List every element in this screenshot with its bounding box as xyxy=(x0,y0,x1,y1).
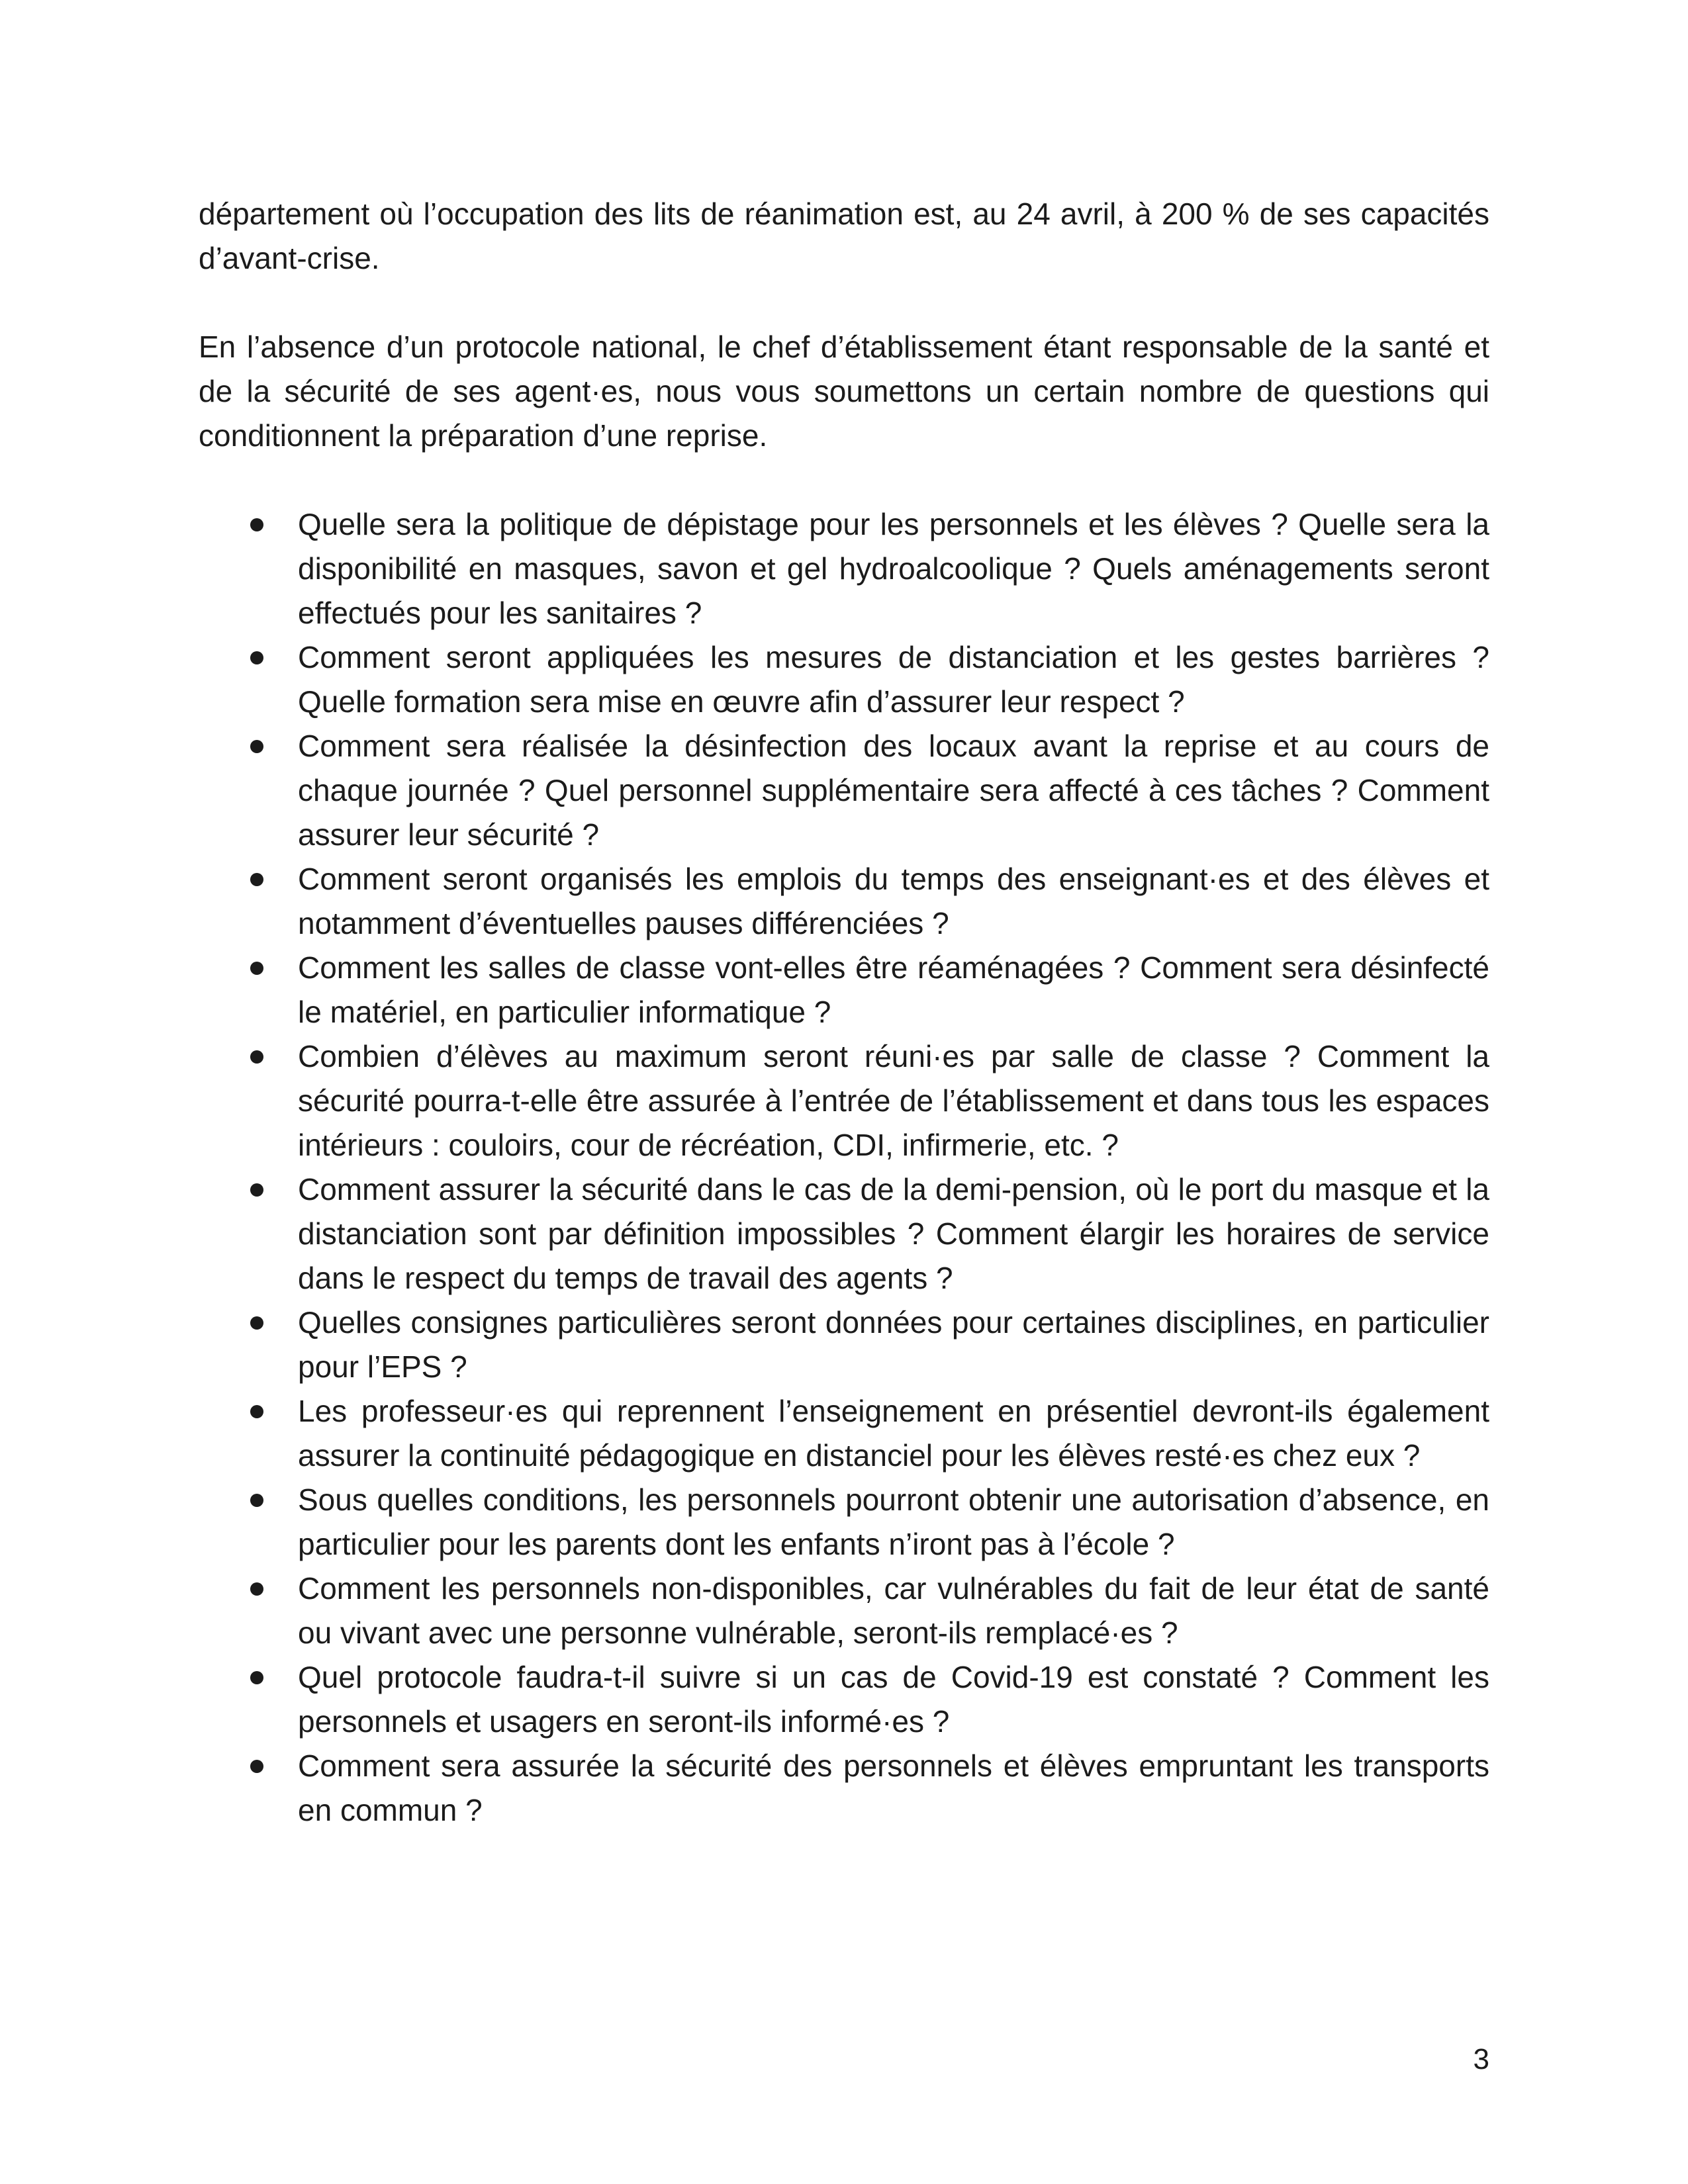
question-text: Sous quelles conditions, les personnels pourront obtenir une autorisation d’absence, en particulier pour les parents dont les enfants n’iront pas à l’école ? xyxy=(298,1482,1489,1561)
list-item xyxy=(199,1744,1489,1833)
list-item xyxy=(199,1655,1489,1744)
bullet-icon xyxy=(250,1671,263,1684)
list-item xyxy=(199,1300,1489,1389)
list-item xyxy=(199,1567,1489,1655)
question-text: Comment seront organisés les emplois du temps des enseignant·es et des élèves et notamment d’éventuelles pauses différenciées ? xyxy=(298,862,1489,940)
bullet-icon xyxy=(250,962,263,975)
list-item xyxy=(199,1167,1489,1300)
paragraph-continuation: département où l’occupation des lits de réanimation est, au 24 avril, à 200 % de ses capacités d’avant-crise. xyxy=(199,197,1489,275)
bullet-icon xyxy=(250,740,263,753)
question-text: Comment les salles de classe vont-elles être réaménagées ? Comment sera désinfecté le matériel, en particulier informatique ? xyxy=(298,950,1489,1029)
list-item xyxy=(199,857,1489,946)
question-text: Comment sera assurée la sécurité des personnels et élèves empruntant les transports en commun ? xyxy=(298,1749,1489,1827)
list-item xyxy=(199,724,1489,857)
bullet-icon xyxy=(250,873,263,886)
page-content xyxy=(199,192,1489,1833)
bullet-icon xyxy=(250,1316,263,1330)
page-number: 3 xyxy=(1473,2043,1489,2075)
bullet-icon xyxy=(250,1050,263,1064)
list-item xyxy=(199,635,1489,724)
paragraph-intro-questions: En l’absence d’un protocole national, le chef d’établissement étant responsable de la santé et de la sécurité de ses agent·es, nous vous soumettons un certain nombre de questions qui conditionnent la préparation d’une reprise. xyxy=(199,330,1489,453)
bullet-icon xyxy=(250,1582,263,1596)
question-text: Quelles consignes particulières seront données pour certaines disciplines, en particulier pour l’EPS ? xyxy=(298,1305,1489,1384)
question-text: Comment les personnels non-disponibles, car vulnérables du fait de leur état de santé ou vivant avec une personne vulnérable, seront-ils remplacé·es ? xyxy=(298,1571,1489,1650)
bullet-icon xyxy=(250,1494,263,1507)
bullet-icon xyxy=(250,1405,263,1418)
list-item xyxy=(199,1478,1489,1567)
list-item xyxy=(199,1389,1489,1478)
bullet-icon xyxy=(250,1760,263,1773)
question-text: Combien d’élèves au maximum seront réuni·es par salle de classe ? Comment la sécurité pourra-t-elle être assurée à l’entrée de l’établissement et dans tous les espaces intérieurs : couloirs, cour de récréation, CDI, infirmerie, etc. ? xyxy=(298,1039,1489,1162)
list-item xyxy=(199,1034,1489,1167)
list-item xyxy=(199,502,1489,635)
bullet-icon xyxy=(250,1183,263,1197)
question-text: Quelle sera la politique de dépistage pour les personnels et les élèves ? Quelle sera la disponibilité en masques, savon et gel hydroalcoolique ? Quels aménagements seront effectués pour les sanitaires ? xyxy=(298,507,1489,630)
question-text: Les professeur·es qui reprennent l’enseignement en présentiel devront-ils également assurer la continuité pédagogique en distanciel pour les élèves resté·es chez eux ? xyxy=(298,1394,1489,1473)
question-text: Comment seront appliquées les mesures de distanciation et les gestes barrières ? Quelle formation sera mise en œuvre afin d’assurer leur respect ? xyxy=(298,640,1489,719)
list-item xyxy=(199,946,1489,1034)
bullet-icon xyxy=(250,518,263,531)
question-list xyxy=(199,502,1489,1833)
question-text: Comment sera réalisée la désinfection des locaux avant la reprise et au cours de chaque journée ? Quel personnel supplémentaire sera affecté à ces tâches ? Comment assurer leur sécurité ? xyxy=(298,729,1489,852)
question-text: Quel protocole faudra-t-il suivre si un cas de Covid-19 est constaté ? Comment les personnels et usagers en seront-ils informé·es ? xyxy=(298,1660,1489,1739)
question-text: Comment assurer la sécurité dans le cas de la demi-pension, où le port du masque et la distanciation sont par définition impossibles ? Comment élargir les horaires de service dans le respect du temps de travail des agents ? xyxy=(298,1172,1489,1295)
bullet-icon xyxy=(250,651,263,664)
